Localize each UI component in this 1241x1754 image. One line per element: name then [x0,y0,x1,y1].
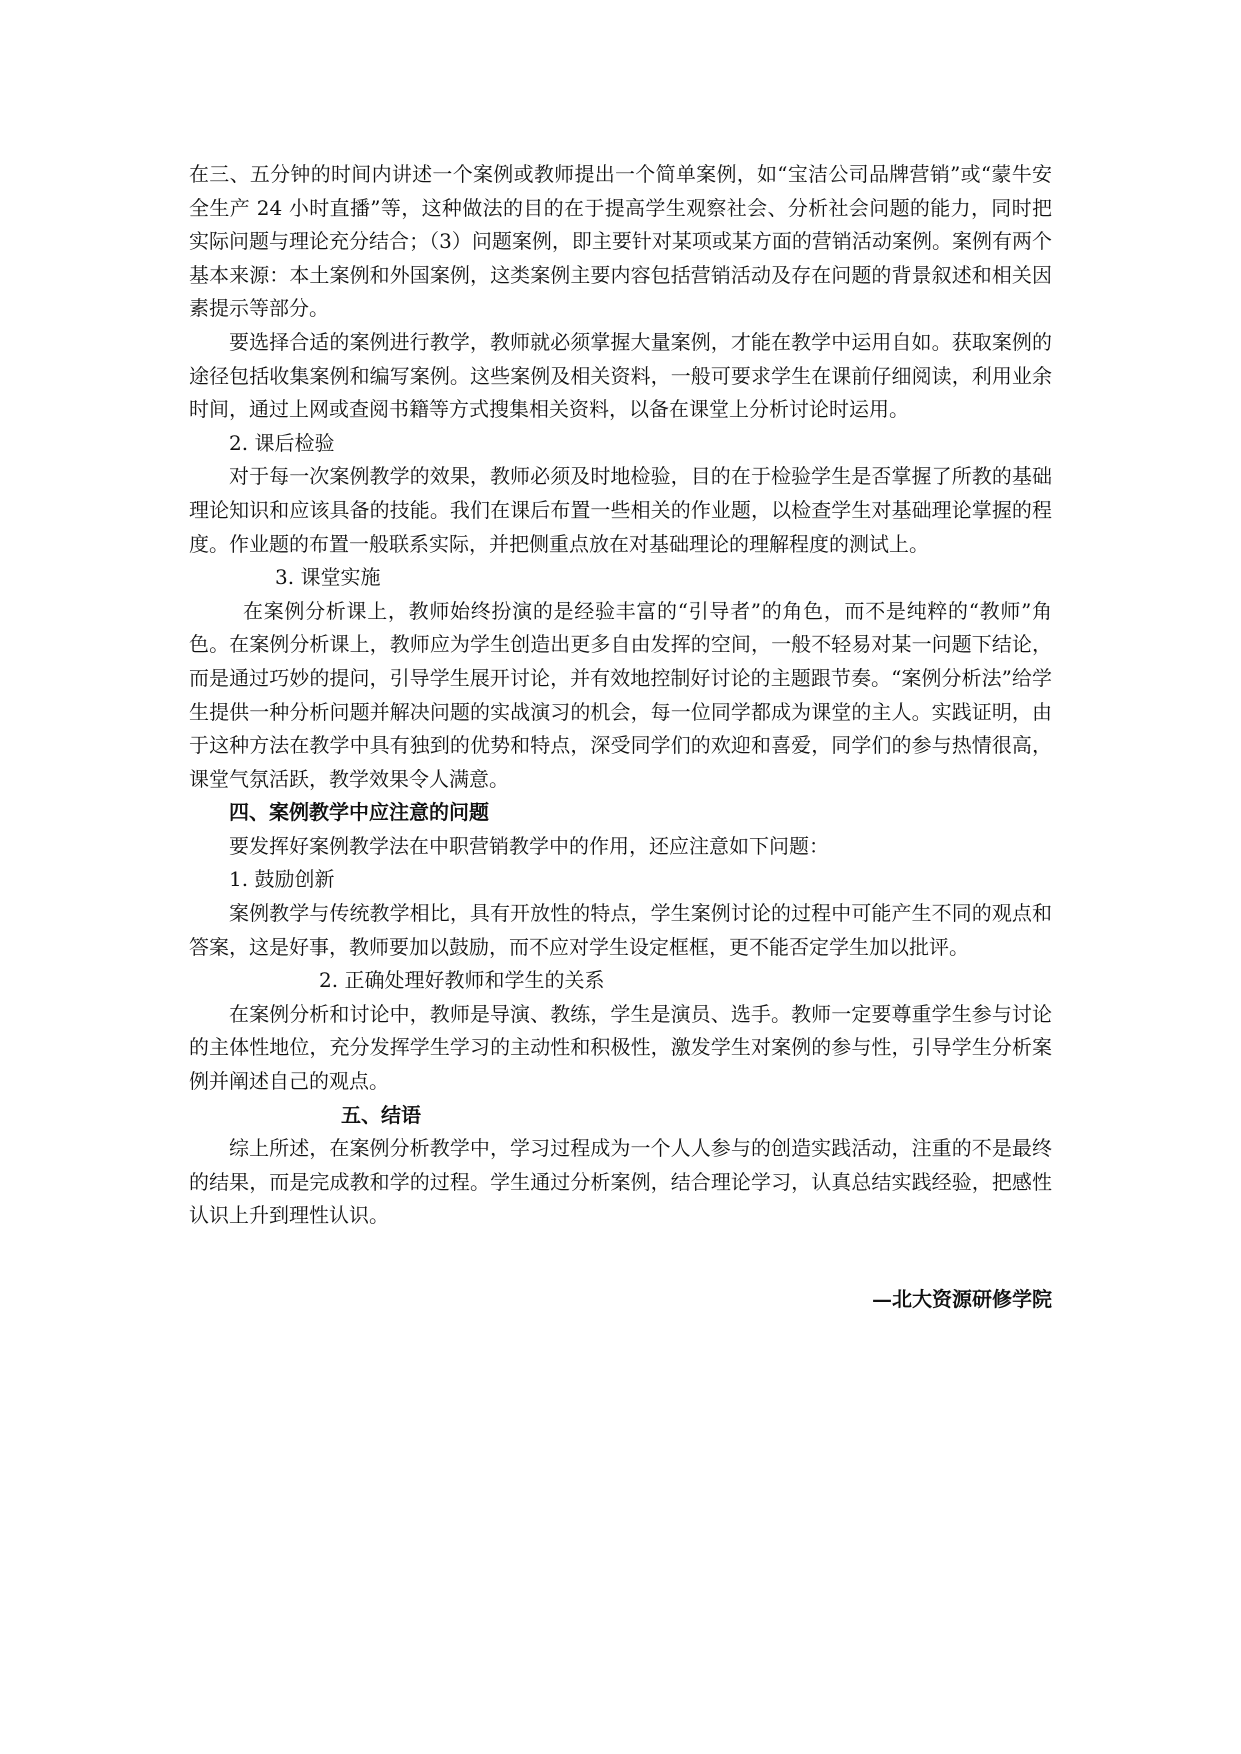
paragraph-conclusion: 综上所述，在案例分析教学中，学习过程成为一个人人参与的创造实践活动，注重的不是最终的结果，而是完成教和学的过程。学生通过分析案例，结合理论学习，认真总结实践经验，把感性认识上升到理性认识。 [189,1136,1052,1228]
signature: —北大资源研修学院 [872,1287,1052,1311]
paragraph-post-class-check: 对于每一次案例教学的效果，教师必须及时地检验，目的在于检验学生是否掌握了所教的基础理论知识和应该具备的技能。我们在课后布置一些相关的作业题，以检查学生对基础理论掌握的程度。作业题的布置一般联系实际，并把侧重点放在对基础理论的理解程度的测试上。 [189,464,1052,556]
paragraph-case-sources: 在三、五分钟的时间内讲述一个案例或教师提出一个简单案例，如“宝洁公司品牌营销”或“蒙牛安全生产 24 小时直播”等，这种做法的目的在于提高学生观察社会、分析社会问题的能力，同时把实际问题与理论充分结合；（3）问题案例，即主要针对某项或某方面的营销活动案例。案例有两个基本来源：本土案例和外国案例，这类案例主要内容包括营销活动及存在问题的背景叙述和相关因素提示等部分。 [189,162,1052,321]
paragraph-encourage-innovation: 案例教学与传统教学相比，具有开放性的特点，学生案例讨论的过程中可能产生不同的观点和答案，这是好事，教师要加以鼓励，而不应对学生设定框框，更不能否定学生加以批评。 [189,901,1052,959]
paragraph-teacher-student-relationship: 在案例分析和讨论中，教师是导演、教练，学生是演员、选手。教师一定要尊重学生参与讨论的主体性地位，充分发挥学生学习的主动性和积极性，激发学生对案例的参与性，引导学生分析案例并阐述自己的观点。 [189,1001,1052,1094]
subheading-post-class-check: 2. 课后检验 [229,430,335,455]
section-heading-four: 四、案例教学中应注意的问题 [229,800,489,825]
section-heading-five: 五、结语 [341,1102,421,1127]
subheading-encourage-innovation: 1. 鼓励创新 [229,867,335,892]
document-page [189,158,1052,1317]
subheading-teacher-student-relationship: 2. 正确处理好教师和学生的关系 [319,968,605,993]
subheading-classroom-implementation: 3. 课堂实施 [275,565,381,590]
paragraph-notes-intro: 要发挥好案例教学法在中职营销教学中的作用，还应注意如下问题： [229,833,829,858]
paragraph-case-selection: 要选择合适的案例进行教学，教师就必须掌握大量案例，才能在教学中运用自如。获取案例的途径包括收集案例和编写案例。这些案例及相关资料，一般可要求学生在课前仔细阅读，利用业余时间，通过上网或查阅书籍等方式搜集相关资料，以备在课堂上分析讨论时运用。 [189,329,1052,422]
paragraph-classroom-implementation: 在案例分析课上，教师始终扮演的是经验丰富的“引导者”的角色，而不是纯粹的“教师”角色。在案例分析课上，教师应为学生创造出更多自由发挥的空间，一般不轻易对某一问题下结论，而是通过巧妙的提问，引导学生展开讨论，并有效地控制好讨论的主题跟节奏。“案例分析法”给学生提供一种分析问题并解决问题的实战演习的机会，每一位同学都成为课堂的主人。实践证明，由于这种方法在教学中具有独到的优势和特点，深受同学们的欢迎和喜爱，同学们的参与热情很高，课堂气氛活跃，教学效果令人满意。 [189,598,1052,791]
